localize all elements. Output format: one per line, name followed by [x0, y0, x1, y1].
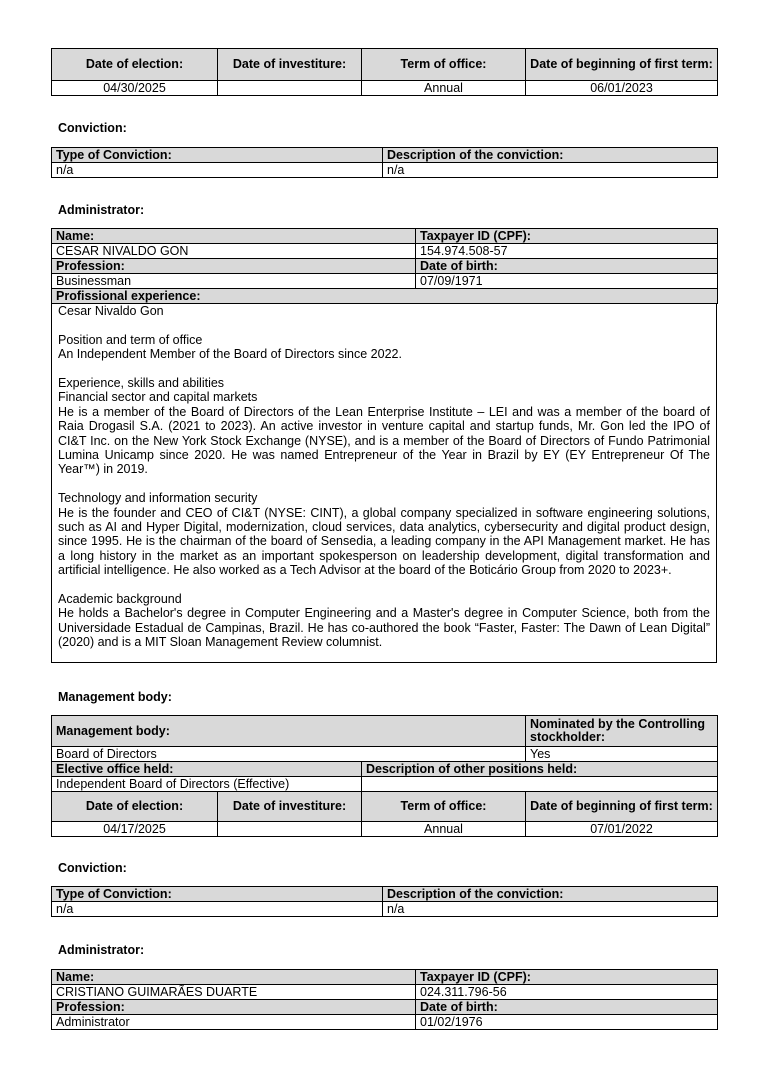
- first-term-start-header: Date of beginning of first term:: [526, 792, 718, 822]
- other-positions-label: Description of other positions held:: [362, 762, 718, 777]
- cpf-value: 024.311.796-56: [416, 985, 718, 1000]
- term-of-office-header: Term of office:: [362, 792, 526, 822]
- conviction-type-value: n/a: [52, 902, 383, 917]
- conviction-desc-header: Description of the conviction:: [383, 148, 718, 163]
- management-body-value: Board of Directors: [52, 747, 526, 762]
- name-value: CRISTIANO GUIMARÃES DUARTE: [52, 985, 416, 1000]
- exp-financial-heading: Financial sector and capital markets: [58, 390, 258, 405]
- first-term-start-value: 06/01/2023: [526, 81, 718, 96]
- exp-academic-heading: Academic background: [58, 592, 182, 607]
- cpf-label: Taxpayer ID (CPF):: [416, 970, 718, 985]
- conviction-desc-value: n/a: [383, 163, 718, 178]
- administrator-section-title: Administrator:: [58, 203, 145, 217]
- term-of-office-header: Term of office:: [362, 49, 526, 81]
- dob-value: 01/02/1976: [416, 1015, 718, 1030]
- elective-office-value: Independent Board of Directors (Effective): [52, 777, 362, 792]
- term-of-office-value: Annual: [362, 822, 526, 837]
- profession-label: Profession:: [52, 1000, 416, 1015]
- exp-skills-heading: Experience, skills and abilities: [58, 376, 225, 390]
- exp-name: Cesar Nivaldo Gon: [58, 304, 164, 318]
- conviction-type-header: Type of Conviction:: [52, 148, 383, 163]
- management-body-label: Management body:: [52, 716, 526, 747]
- conviction-section-title: Conviction:: [58, 121, 127, 135]
- exp-technology-heading: Technology and information security: [58, 491, 258, 506]
- conviction-table-1: [51, 147, 718, 178]
- exp-position-heading: Position and term of office: [58, 332, 203, 347]
- cpf-value: 154.974.508-57: [416, 244, 718, 259]
- conviction-desc-value: n/a: [383, 902, 718, 917]
- term-of-office-value: Annual: [362, 81, 526, 96]
- name-value: CESAR NIVALDO GON: [52, 244, 416, 259]
- cpf-label: Taxpayer ID (CPF):: [416, 229, 718, 244]
- dob-value: 07/09/1971: [416, 274, 718, 289]
- professional-experience-text: [51, 303, 717, 663]
- date-of-investiture-value: [218, 81, 362, 96]
- name-label: Name:: [52, 970, 416, 985]
- experience-label: Profissional experience:: [52, 289, 718, 304]
- administrator-table-1: [51, 228, 718, 304]
- dob-label: Date of birth:: [416, 1000, 718, 1015]
- management-body-table: [51, 715, 718, 837]
- conviction-section-title: Conviction:: [58, 861, 127, 875]
- profession-value: Businessman: [52, 274, 416, 289]
- date-of-investiture-header: Date of investiture:: [218, 49, 362, 81]
- first-term-start-header: Date of beginning of first term:: [526, 49, 718, 81]
- administrator-table-2: [51, 969, 718, 1030]
- term-table-1: [51, 48, 718, 96]
- management-body-section-title: Management body:: [58, 690, 172, 704]
- dob-label: Date of birth:: [416, 259, 718, 274]
- nominated-label: Nominated by the Controlling stockholder:: [526, 716, 718, 747]
- date-of-election-value: 04/17/2025: [52, 822, 218, 837]
- exp-financial-text: He is a member of the Board of Directors of the Lean Enterprise Institute – LEI and was a member of the board of Raia Drogasil S.A. (2021 to 2023). An active investor in venture capital and startup funds, Mr. Gon led the IPO of CI&T Inc. on the New York Stock Exchange (NYSE), and is a member of the Board of Directors of Fundo Patrimonial Lumina Unicamp since 2020. He was named Entrepreneur of the Year in Brazil by EY (EY Entrepreneur Of The Year™) in 2019.: [58, 404, 710, 477]
- name-label: Name:: [52, 229, 416, 244]
- date-of-investiture-value: [218, 822, 362, 837]
- other-positions-value: [362, 777, 718, 792]
- nominated-value: Yes: [526, 747, 718, 762]
- profession-value: Administrator: [52, 1015, 416, 1030]
- exp-academic-text: He holds a Bachelor's degree in Computer Engineering and a Master's degree in Computer Science, both from the Universidade Estadual de Campinas, Brazil. He has co-authored the book “Faster, Faster: The Dawn of Lean Digital” (2020) and is a MIT Sloan Management Review columnist.: [58, 606, 710, 650]
- elective-office-label: Elective office held:: [52, 762, 362, 777]
- date-of-investiture-header: Date of investiture:: [218, 792, 362, 822]
- conviction-type-value: n/a: [52, 163, 383, 178]
- exp-technology-text: He is the founder and CEO of CI&T (NYSE: CINT), a global company specialized in software engineering solutions, such as AI and Hyper Digital, modernization, cloud services, data analytics, cybersecurity and digital product design, since 1995. He is the chairman of the board of Sensedia, a leading company in the API Management market. He has a long history in the market as an important spokesperson on leadership development, digital transformation and artificial intelligence. He also worked as a Tech Advisor at the board of the Boticário Group from 2020 to 2023+.: [58, 505, 710, 578]
- conviction-desc-header: Description of the conviction:: [383, 887, 718, 902]
- conviction-table-2: [51, 886, 718, 917]
- date-of-election-header: Date of election:: [52, 792, 218, 822]
- date-of-election-value: 04/30/2025: [52, 81, 218, 96]
- conviction-type-header: Type of Conviction:: [52, 887, 383, 902]
- profession-label: Profession:: [52, 259, 416, 274]
- administrator-section-title: Administrator:: [58, 943, 145, 957]
- first-term-start-value: 07/01/2022: [526, 822, 718, 837]
- exp-position-text: An Independent Member of the Board of Directors since 2022.: [58, 347, 402, 362]
- date-of-election-header: Date of election:: [52, 49, 218, 81]
